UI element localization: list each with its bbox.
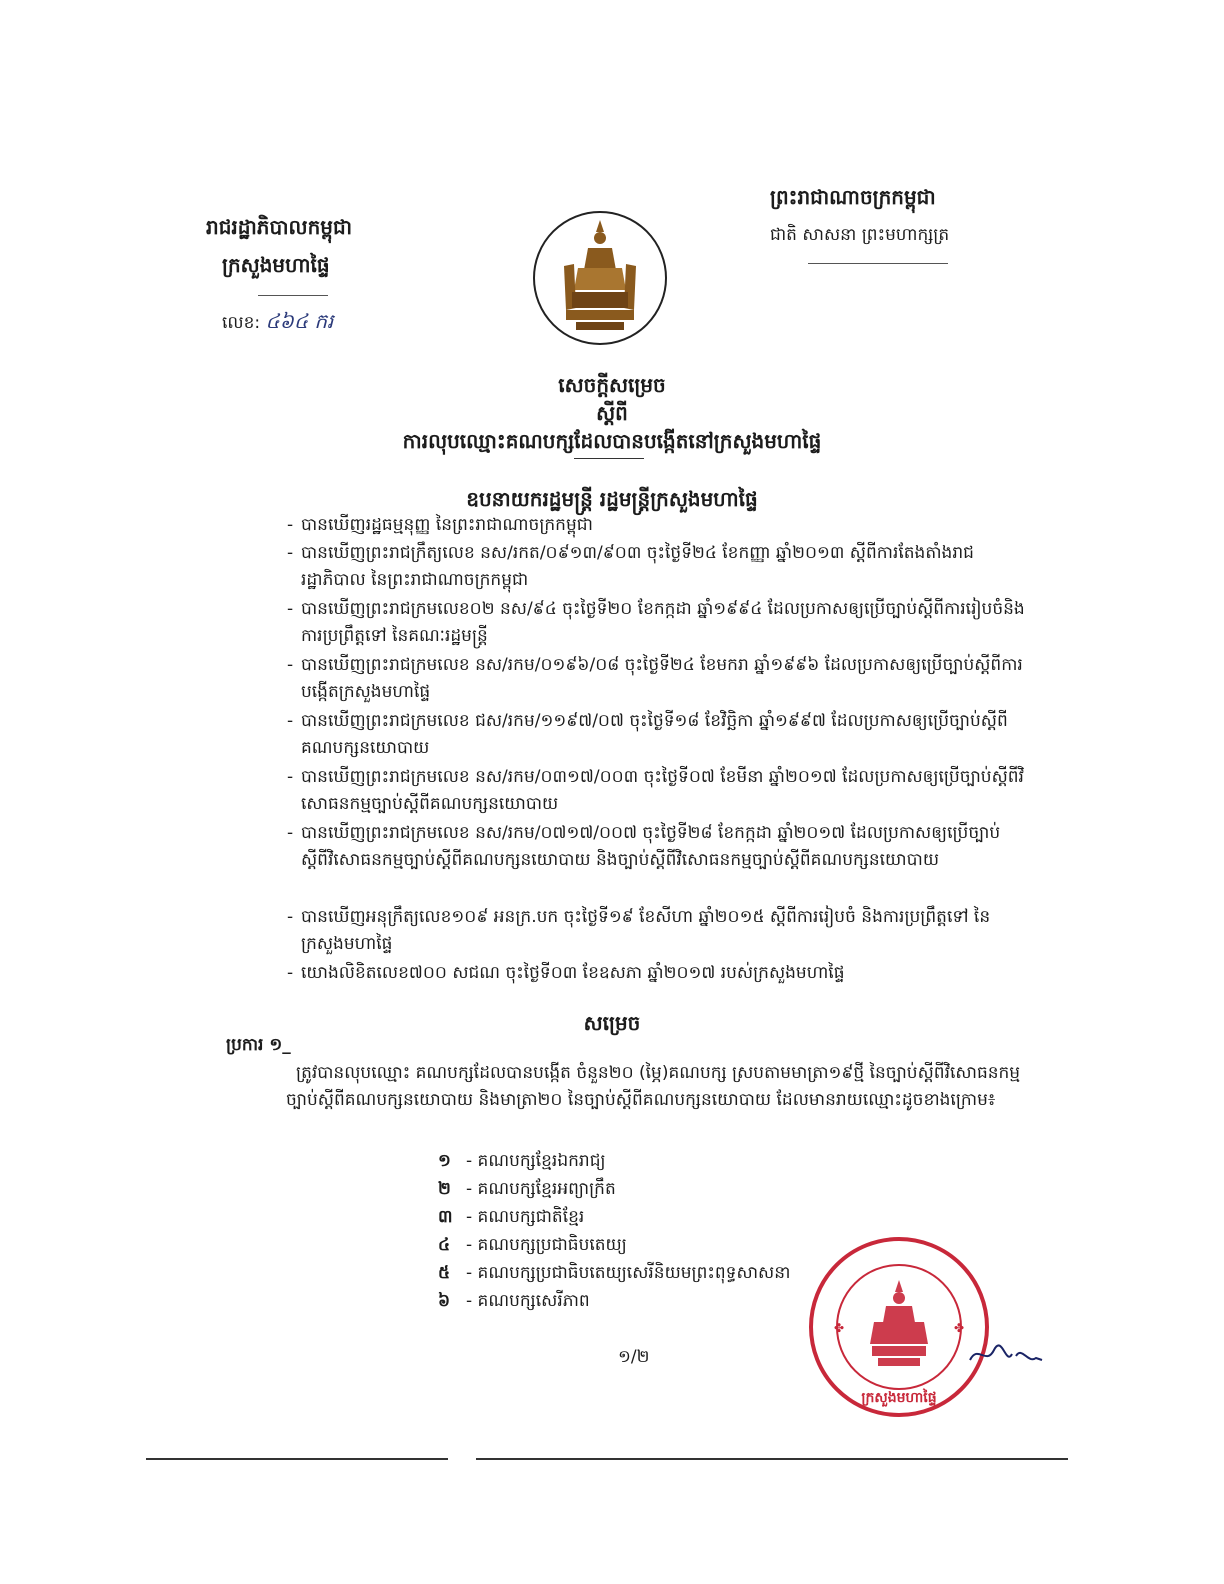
ornament-divider-left — [258, 295, 328, 296]
article-1-body: ត្រូវបានលុបឈ្មោះ គណបក្សដែលបានបង្កើត ចំនួន២០ (ម្ភៃ)គណបក្ស ស្របតាមមាត្រា១៩ថ្មី នៃច្បាប់ស្តីពីវិសោធនកម្មច្បាប់ស្តីពីគណបក្សនយោបាយ និងមាត្រា២០ នៃច្បាប់ស្តីពីគណបក្សនយោបាយ ដែលមានរាយឈ្មោះដូចខាងក្រោម៖ — [286, 1063, 1021, 1110]
article-1-label: ប្រការ ១_ — [226, 1035, 291, 1055]
preamble-item: - បានឃើញព្រះរាជក្រមលេខ នស/រកម/០១៩៦/០៨ ចុះថ្ងៃទី២៤ ខែមករា ឆ្នាំ១៩៩៦ ដែលប្រកាសឲ្យប្រើច្បាប់ស្តីពីការបង្កើតក្រសួងមហាផ្ទៃ — [287, 655, 1023, 702]
party-list-item: ១ - គណបក្សខ្មែរឯករាជ្យ — [438, 1151, 606, 1171]
bottom-rule-right — [476, 1458, 1068, 1460]
kingdom-name: ព្រះរាជាណាចក្រកម្ពុជា — [770, 185, 936, 209]
preamble-item: - បានឃើញព្រះរាជក្រមលេខ នស/រកម/០៧១៧/០០៧ ចុះថ្ងៃទី២៨ ខែកក្កដា ឆ្នាំ២០១៧ ដែលប្រកាសឲ្យប្រើច្បាប់ស្តីពីវិសោធនកម្មច្បាប់ស្តីពីគណបក្សនយោបាយ និងច្បាប់ស្តីពីវិសោធនកម្មច្បាប់ស្តីពីគណបក្សនយោបាយ — [287, 823, 1001, 870]
party-list-item: ៣ - គណបក្សជាតិខ្មែរ — [438, 1207, 585, 1227]
svg-text:✤: ✤ — [954, 1321, 965, 1335]
preamble-item: - បានឃើញព្រះរាជក្រមលេខ០២ នស/៩៤ ចុះថ្ងៃទី២០ ខែកក្កដា ឆ្នាំ១៩៩៤ ដែលប្រកាសឲ្យប្រើច្បាប់ស្តីពីការរៀបចំនិងការប្រព្រឹត្តទៅ នៃគណៈរដ្ឋមន្ត្រី — [287, 599, 1025, 646]
party-list-item: ២ - គណបក្សខ្មែរអព្យាក្រឹត — [438, 1179, 616, 1199]
page-number: ១/២ — [618, 1347, 650, 1367]
title-line-2: ស្តីពី — [596, 401, 628, 425]
party-list-item: ៥ - គណបក្សប្រជាធិបតេយ្យសេរីនិយមព្រះពុទ្ធសាសនា — [438, 1263, 791, 1283]
preamble-item: - យោងលិខិតលេខ៧០០ សជណ ចុះថ្ងៃទី០៣ ខែឧសភា ឆ្នាំ២០១៧ របស់ក្រសួងមហាផ្ទៃ — [287, 963, 845, 983]
seal-text: ក្រសួងមហាផ្ទៃ — [861, 1390, 937, 1406]
ministry-name: ក្រសួងមហាផ្ទៃ — [222, 253, 330, 277]
preamble-item: - បានឃើញអនុក្រឹត្យលេខ១០៩ អនក្រ.បក ចុះថ្ងៃទី១៩ ខែសីហា ឆ្នាំ២០១៥ ស្តីពីការរៀបចំ និងការប្រព្រឹត្តទៅ នៃក្រសួងមហាផ្ទៃ — [287, 907, 991, 954]
decision-heading: សម្រេច — [583, 1011, 641, 1035]
title-line-3: ការលុបឈ្មោះគណបក្សដែលបានបង្កើតនៅក្រសួងមហាផ្ទៃ — [402, 429, 822, 453]
ornament-divider-right — [808, 263, 948, 264]
number-handwritten: ៤៦៤ ករ — [265, 309, 334, 333]
preamble-item: - បានឃើញព្រះរាជក្រមលេខ នស/រកម/០៣១៧/០០៣ ចុះថ្ងៃទី០៧ ខែមីនា ឆ្នាំ២០១៧ ដែលប្រកាសឲ្យប្រើច្បាប់ស្តីពីវិសោធនកម្មច្បាប់ស្តីពីគណបក្សនយោបាយ — [287, 767, 1024, 814]
party-list-item: ៦ - គណបក្សសេរីភាព — [438, 1291, 590, 1311]
number-label: លេខ: — [222, 313, 261, 333]
preamble-item: - បានឃើញព្រះរាជក្រមលេខ ជស/រកម/១១៩៧/០៧ ចុះថ្ងៃទី១៨ ខែវិច្ឆិកា ឆ្នាំ១៩៩៧ ដែលប្រកាសឲ្យប្រើច្បាប់ស្តីពីគណបក្សនយោបាយ — [287, 711, 1008, 758]
preamble-item: - បានឃើញព្រះរាជក្រឹត្យលេខ នស/រកត/០៩១៣/៩០៣ ចុះថ្ងៃទី២៤ ខែកញ្ញា ឆ្នាំ២០១៣ ស្តីពីការតែងតាំងរាជរដ្ឋាភិបាល នៃព្រះរាជាណាចក្រកម្ពុជា — [287, 543, 974, 590]
document-number — [222, 308, 333, 338]
title-divider — [574, 458, 644, 459]
party-list-item: ៤ - គណបក្សប្រជាធិបតេយ្យ — [438, 1235, 627, 1255]
national-motto: ជាតិ សាសនា ព្រះមហាក្សត្រ — [770, 225, 950, 245]
bottom-rule-left — [146, 1458, 448, 1460]
preamble-item: - បានឃើញរដ្ឋធម្មនុញ្ញ នៃព្រះរាជាណាចក្រកម្ពុជា — [287, 515, 593, 535]
ministry-seal — [804, 1232, 994, 1422]
title-line-1: សេចក្តីសម្រេច — [558, 373, 666, 397]
royal-emblem — [530, 208, 670, 348]
signature — [966, 1336, 1046, 1376]
issuer-line: ឧបនាយករដ្ឋមន្ត្រី រដ្ឋមន្ត្រីក្រសួងមហាផ្ទៃ — [466, 487, 758, 511]
svg-text:✤: ✤ — [834, 1321, 845, 1335]
government-name: រាជរដ្ឋាភិបាលកម្ពុជា — [206, 215, 352, 239]
